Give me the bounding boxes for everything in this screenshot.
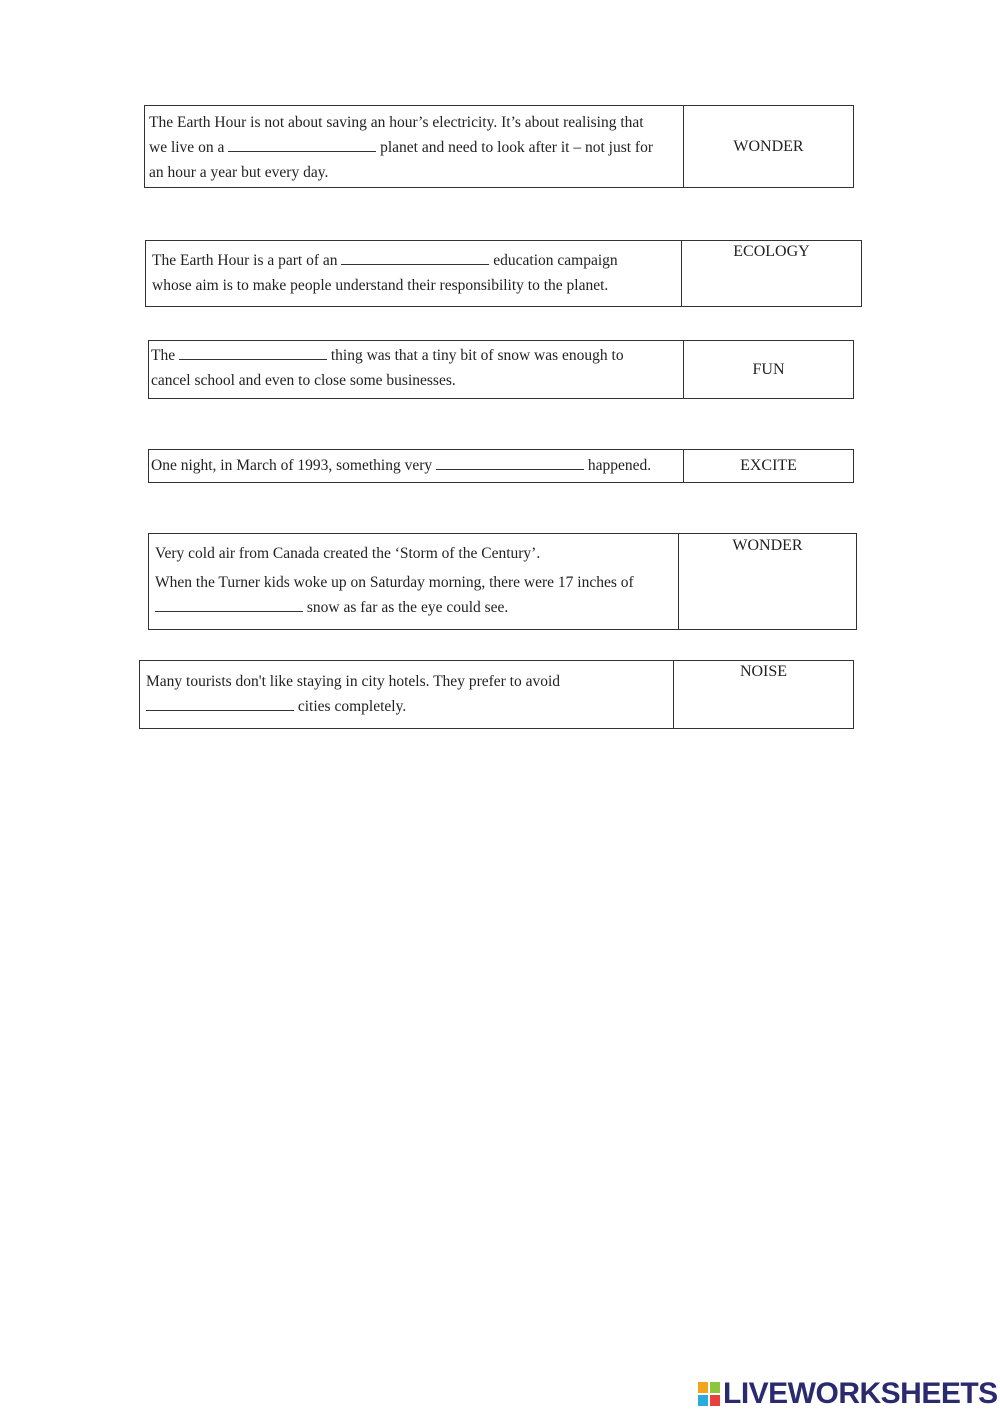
exercise-2-line-2: whose aim is to make people understand their responsibility to the planet. — [152, 277, 609, 294]
exercise-3-text-after-blank: thing was that a tiny bit of snow was enough to — [330, 347, 624, 364]
logo-square-l — [697, 1381, 709, 1394]
logo-square-e — [709, 1394, 721, 1407]
exercise-1-line-1: The Earth Hour is not about saving an hour’s electricity. It’s about realising that — [149, 114, 644, 131]
exercise-1-text-before-blank: we live on a — [149, 139, 225, 156]
exercise-4 — [148, 449, 854, 483]
exercise-5-keyword: WONDER — [732, 537, 803, 554]
exercise-2-sentence — [146, 241, 682, 306]
exercise-5 — [148, 533, 857, 630]
logo-square-i — [709, 1381, 721, 1394]
exercise-5-line-2: When the Turner kids woke up on Saturday morning, there were 17 inches of — [155, 574, 634, 591]
liveworksheets-logo — [697, 1378, 998, 1410]
exercise-6-line-1: Many tourists don't like staying in city hotels. They prefer to avoid — [146, 673, 561, 690]
exercise-4-text-before-blank: One night, in March of 1993, something very — [151, 457, 433, 474]
exercise-3-sentence — [149, 341, 684, 398]
exercise-3-text-before-blank: The — [151, 347, 176, 364]
exercise-5-answer-blank[interactable] — [155, 599, 303, 612]
exercise-4-keyword: EXCITE — [740, 457, 797, 474]
exercise-2-answer-blank[interactable] — [341, 252, 489, 265]
exercise-1-keyword: WONDER — [733, 137, 804, 155]
exercise-5-line-1: Very cold air from Canada created the ‘Storm of the Century’. — [155, 545, 541, 562]
exercise-3-answer-blank[interactable] — [179, 347, 327, 360]
exercise-1 — [144, 105, 854, 188]
exercise-4-answer-blank[interactable] — [436, 457, 584, 470]
exercise-6 — [139, 660, 854, 729]
liveworksheets-logo-icon — [697, 1381, 721, 1407]
exercise-6-answer-blank[interactable] — [146, 698, 294, 711]
exercise-6-sentence — [140, 661, 674, 728]
exercise-4-text-after-blank: happened. — [587, 457, 652, 474]
exercise-3-line-2: cancel school and even to close some businesses. — [151, 372, 456, 389]
exercise-1-line-3: an hour a year but every day. — [149, 164, 329, 181]
exercise-1-sentence — [145, 106, 684, 187]
logo-square-v — [697, 1394, 709, 1407]
exercise-2 — [145, 240, 862, 307]
liveworksheets-brand-text: LIVEWORKSHEETS — [723, 1377, 998, 1410]
exercise-2-text-after-blank: education campaign — [493, 252, 618, 269]
exercise-1-text-after-blank: planet and need to look after it – not just for — [380, 139, 653, 156]
exercise-3-keyword: FUN — [752, 360, 785, 378]
exercise-5-text-after-blank: snow as far as the eye could see. — [306, 599, 509, 616]
exercise-1-answer-blank[interactable] — [228, 139, 376, 152]
exercise-3 — [148, 340, 854, 399]
exercise-6-text-after-blank: cities completely. — [297, 698, 407, 715]
exercise-4-sentence — [149, 450, 684, 482]
exercise-5-sentence — [149, 534, 679, 629]
exercise-6-keyword: NOISE — [739, 663, 788, 680]
exercise-2-text-before-blank: The Earth Hour is a part of an — [152, 252, 338, 269]
exercise-2-keyword: ECOLOGY — [733, 243, 810, 260]
